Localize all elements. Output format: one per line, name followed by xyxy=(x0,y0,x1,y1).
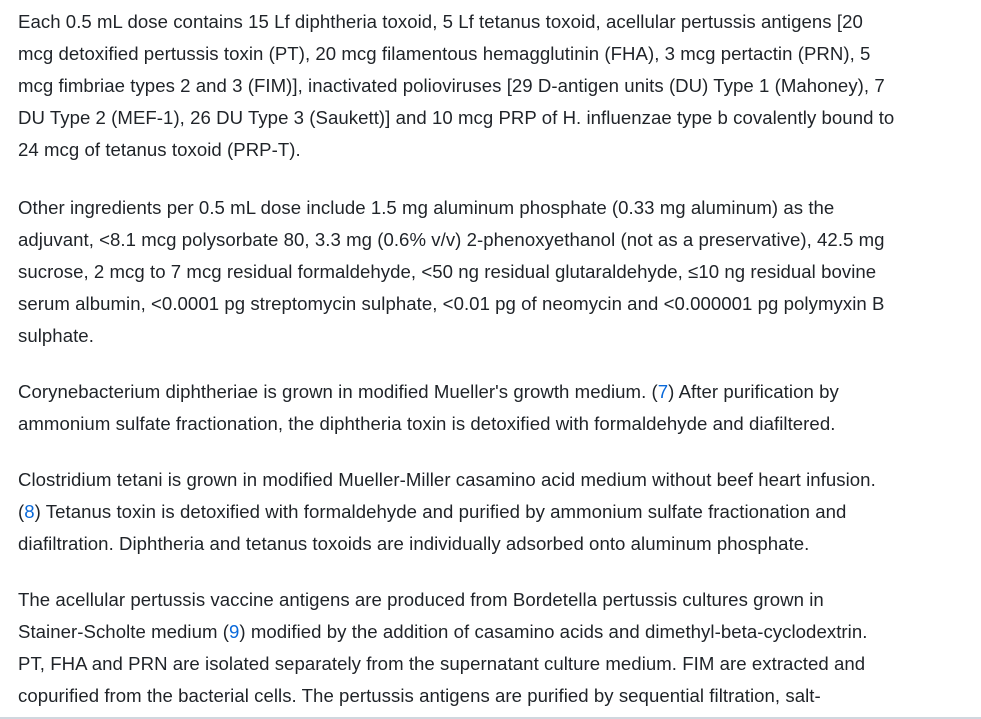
paragraph-other-ingredients xyxy=(18,192,968,352)
text-segment: Corynebacterium diphtheriae is grown in modified Mueller's growth medium. ( xyxy=(18,381,658,402)
text-line: Each 0.5 mL dose contains 15 Lf diphtheria toxoid, 5 Lf tetanus toxoid, acellular pertussis antigens [20 xyxy=(18,11,863,32)
text-line: mcg detoxified pertussis toxin (PT), 20 mcg filamentous hemagglutinin (FHA), 3 mcg pertactin (PRN), 5 xyxy=(18,43,871,64)
text-line: copurified from the bacterial cells. The pertussis antigens are purified by sequential filtration, salt- xyxy=(18,685,821,706)
text-line: sucrose, 2 mcg to 7 mcg residual formaldehyde, <50 ng residual glutaraldehyde, ≤10 ng residual bovine xyxy=(18,261,877,282)
text-line: PT, FHA and PRN are isolated separately from the supernatant culture medium. FIM are extracted and xyxy=(18,653,866,674)
text-line xyxy=(18,616,968,648)
text-line xyxy=(18,376,968,408)
paragraph-pertussis xyxy=(18,584,968,712)
text-line: sulphate. xyxy=(18,325,94,346)
text-line: 24 mcg of tetanus toxoid (PRP-T). xyxy=(18,139,301,160)
paragraph-diphtheria xyxy=(18,376,968,440)
text-segment: ) After purification by xyxy=(668,381,839,402)
reference-link-7[interactable]: 7 xyxy=(657,381,669,402)
text-line: The acellular pertussis vaccine antigens are produced from Bordetella pertussis cultures grown in xyxy=(18,589,824,610)
text-line: diafiltration. Diphtheria and tetanus toxoids are individually adsorbed onto aluminum phosphate. xyxy=(18,533,810,554)
text-segment: ( xyxy=(18,501,25,522)
paragraph-tetanus xyxy=(18,464,968,560)
reference-link-9[interactable]: 9 xyxy=(228,621,240,642)
text-segment: Stainer-Scholte medium ( xyxy=(18,621,229,642)
text-line: mcg fimbriae types 2 and 3 (FIM)], inactivated polioviruses [29 D-antigen units (DU) Type 1 (Mahoney), 7 xyxy=(18,75,885,96)
text-line: Other ingredients per 0.5 mL dose include 1.5 mg aluminum phosphate (0.33 mg aluminum) as the xyxy=(18,197,835,218)
text-line xyxy=(18,496,968,528)
text-line: DU Type 2 (MEF-1), 26 DU Type 3 (Saukett)] and 10 mcg PRP of H. influenzae type b covalently bound to xyxy=(18,107,895,128)
text-segment: ) Tetanus toxin is detoxified with formaldehyde and purified by ammonium sulfate fractionation and xyxy=(34,501,847,522)
text-segment: ) modified by the addition of casamino acids and dimethyl-beta-cyclodextrin. xyxy=(239,621,868,642)
text-line: serum albumin, <0.0001 pg streptomycin sulphate, <0.01 pg of neomycin and <0.000001 pg polymyxin B xyxy=(18,293,885,314)
reference-link-8[interactable]: 8 xyxy=(24,501,35,522)
paragraph-composition xyxy=(18,6,968,166)
text-line: ammonium sulfate fractionation, the diphtheria toxin is detoxified with formaldehyde and diafiltered. xyxy=(18,413,836,434)
text-line: adjuvant, <8.1 mcg polysorbate 80, 3.3 mg (0.6% v/v) 2-phenoxyethanol (not as a preservative), 42.5 mg xyxy=(18,229,885,250)
text-line: Clostridium tetani is grown in modified Mueller-Miller casamino acid medium without beef heart infusion. xyxy=(18,469,876,490)
